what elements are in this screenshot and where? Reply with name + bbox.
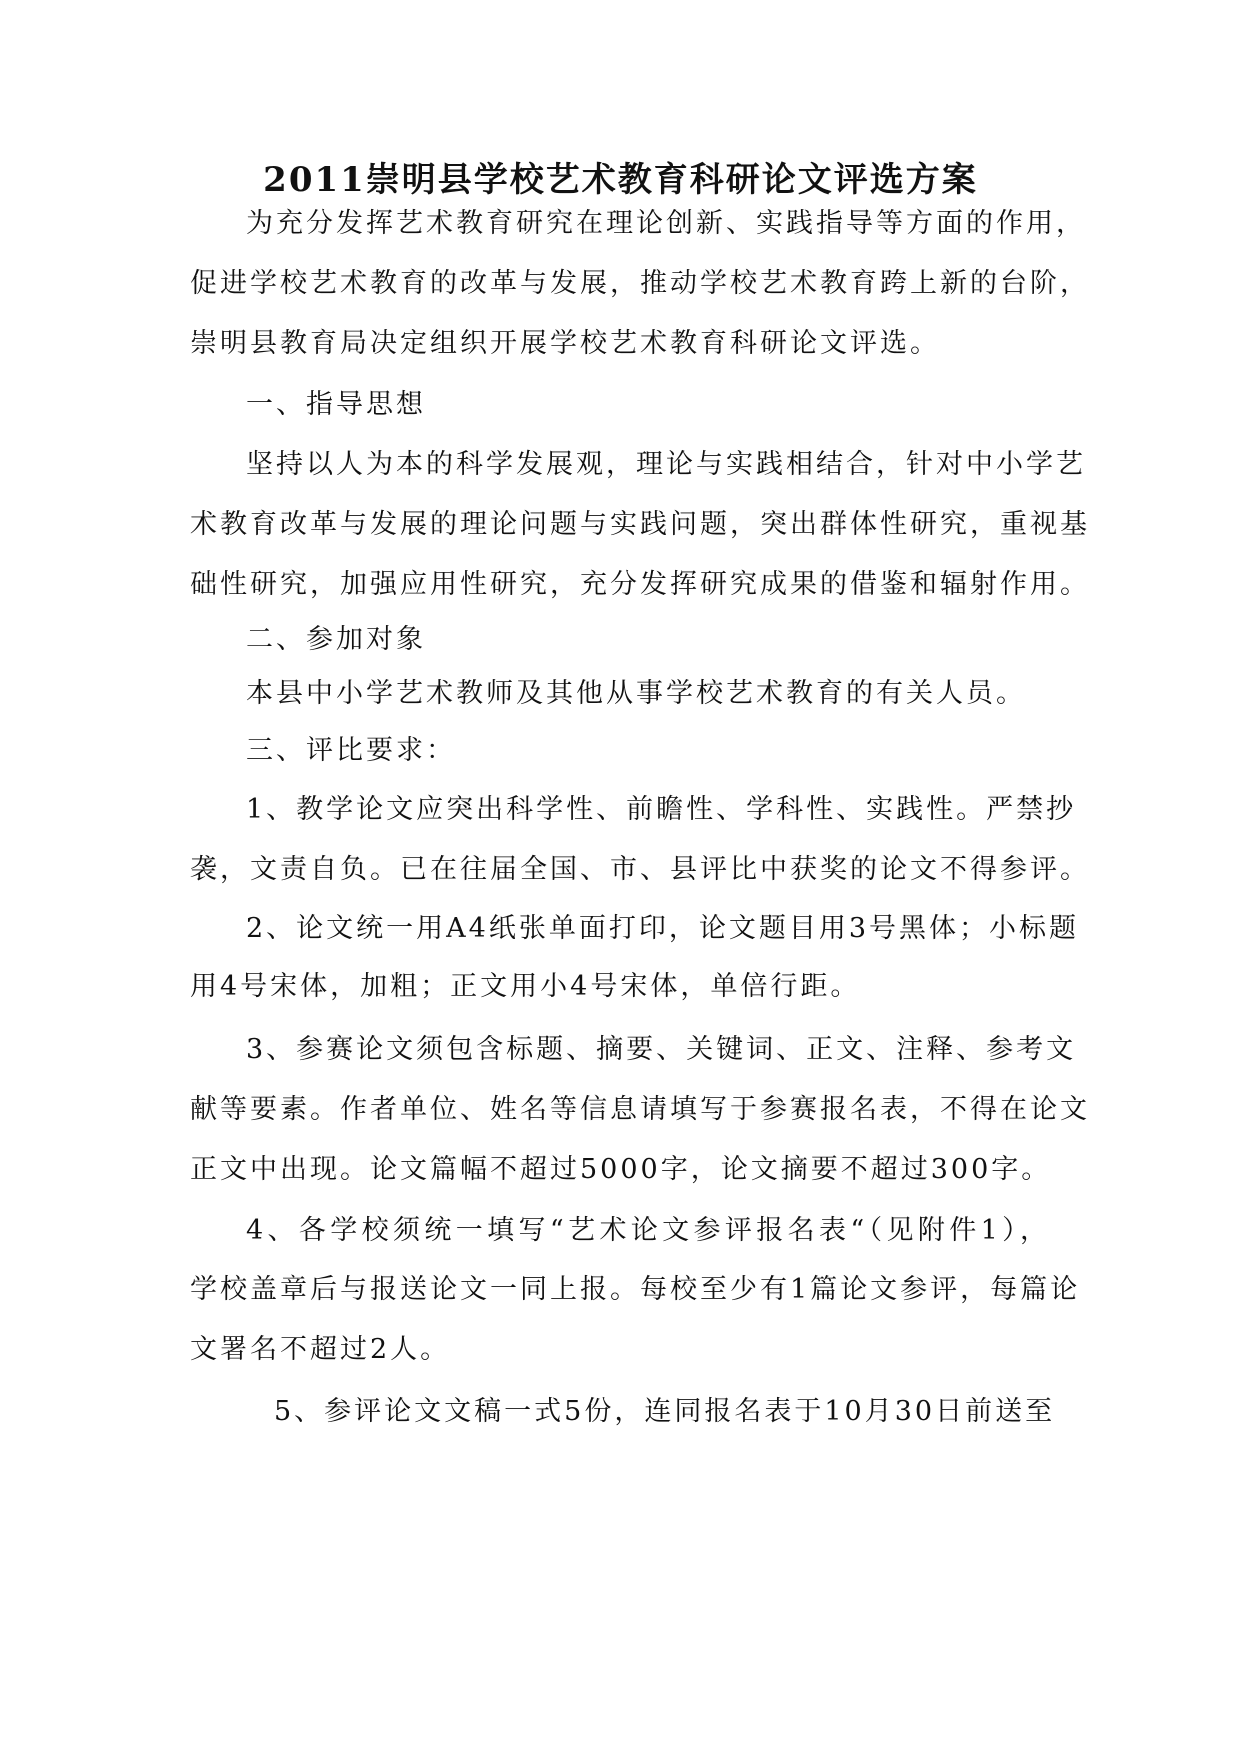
participants-line: 本县中小学艺术教师及其他从事学校艺术教育的有关人员。 bbox=[246, 678, 1026, 709]
requirement-4-line-3: 文署名不超过2人。 bbox=[190, 1334, 451, 1365]
guiding-line-2: 术教育改革与发展的理论问题与实践问题，突出群体性研究，重视基 bbox=[190, 509, 1090, 540]
requirement-4-line-1: 4、各学校须统一填写“艺术论文参评报名表“（见附件1）， bbox=[246, 1215, 1050, 1246]
requirement-1-line-1: 1、教学论文应突出科学性、前瞻性、学科性、实践性。严禁抄 bbox=[246, 794, 1077, 825]
requirement-3-line-2: 献等要素。作者单位、姓名等信息请填写于参赛报名表，不得在论文 bbox=[190, 1094, 1090, 1125]
intro-line-2: 促进学校艺术教育的改革与发展，推动学校艺术教育跨上新的台阶， bbox=[190, 268, 1090, 299]
intro-line-1: 为充分发挥艺术教育研究在理论创新、实践指导等方面的作用， bbox=[246, 208, 1086, 239]
requirement-5-line-1: 5、参评论文文稿一式5份，连同报名表于10月30日前送至 bbox=[274, 1396, 1056, 1427]
guiding-line-1: 坚持以人为本的科学发展观，理论与实践相结合，针对中小学艺 bbox=[246, 449, 1086, 480]
requirement-3-line-1: 3、参赛论文须包含标题、摘要、关键词、正文、注释、参考文 bbox=[246, 1034, 1077, 1065]
requirement-2-line-1: 2、论文统一用A4纸张单面打印，论文题目用3号黑体；小标题 bbox=[246, 913, 1080, 944]
intro-line-3: 崇明县教育局决定组织开展学校艺术教育科研论文评选。 bbox=[190, 328, 940, 359]
requirement-4-line-2: 学校盖章后与报送论文一同上报。每校至少有1篇论文参评，每篇论 bbox=[190, 1274, 1081, 1305]
requirement-1-line-2: 袭，文责自负。已在往届全国、市、县评比中获奖的论文不得参评。 bbox=[190, 854, 1090, 885]
requirement-3-line-3: 正文中出现。论文篇幅不超过5000字，论文摘要不超过300字。 bbox=[190, 1154, 1052, 1185]
section-heading-participants: 二、参加对象 bbox=[246, 624, 426, 655]
section-heading-requirements: 三、评比要求： bbox=[246, 735, 456, 766]
guiding-line-3: 础性研究，加强应用性研究，充分发挥研究成果的借鉴和辐射作用。 bbox=[190, 569, 1090, 600]
section-heading-guiding-principle: 一、指导思想 bbox=[246, 389, 426, 420]
requirement-2-line-2: 用4号宋体，加粗；正文用小4号宋体，单倍行距。 bbox=[190, 971, 861, 1002]
document-title: 2011崇明县学校艺术教育科研论文评选方案 bbox=[263, 160, 978, 200]
